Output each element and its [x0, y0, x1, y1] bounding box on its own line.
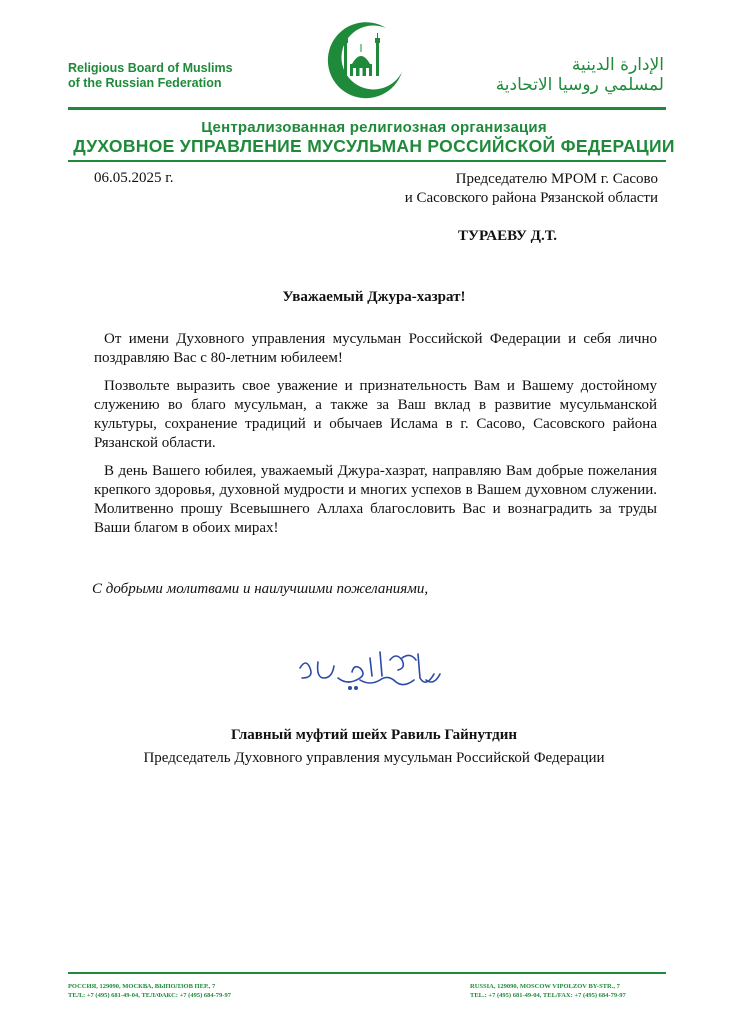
mosque-crescent-logo-icon	[326, 20, 412, 106]
footer-left-line1: РОССИЯ, 129090, МОСКВА, ВЫПОЛЗОВ ПЕР., 7	[68, 983, 216, 990]
footer-left	[68, 982, 231, 1000]
letterhead-english-line1: Religious Board of Muslims	[68, 61, 233, 75]
recipient-line1: Председателю МРОМ г. Сасово	[455, 171, 658, 187]
signer-name: Главный муфтий шейх Равиль Гайнутдин	[230, 727, 517, 743]
letter-date: 06.05.2025 г.	[94, 170, 174, 186]
letterhead-arabic	[496, 55, 664, 95]
org-subtitle: Централизованная религиозная организация	[201, 119, 547, 136]
footer-left-line2: ТЕЛ.: +7 (495) 681-49-04, ТЕЛ/ФАКС: +7 (495) 684-79-97	[68, 992, 231, 999]
footer-right-line1: RUSSIA, 129090, MOSCOW VIPOLZOV BY-STR., 7	[470, 983, 620, 990]
letterhead-divider-top	[68, 107, 666, 110]
recipient-line2: и Сасовского района Рязанской области	[404, 190, 658, 206]
letterhead-arabic-line2: لمسلمي روسيا الاتحادية	[495, 75, 664, 95]
footer-right	[470, 982, 626, 1000]
letterhead-english-line2: of the Russian Federation	[68, 76, 222, 90]
paragraph: Позвольте выразить свое уважение и признательность Вам и Вашему достойному служению во благо мусульман, а также за Ваш вклад в развитие мусульманской культуры, сохранение традиций и обычаев Ислама в г. Сасово, Сасовского района Рязанской области.	[94, 378, 657, 451]
letterhead-arabic-line1: الإدارة الدينية	[571, 55, 664, 75]
closing: С добрыми молитвами и наилучшими пожеланиями,	[92, 581, 429, 597]
addressee: ТУРАЕВУ Д.Т.	[458, 228, 557, 244]
paragraph: В день Вашего юбилея, уважаемый Джура-хазрат, направляю Вам добрые пожелания крепкого здоровья, духовной мудрости и многих успехов в Вашем духовном служении. Молитвенно прошу Всевышнего Аллаха благословить Вас и вознаградить за труды Ваши благом в обоих мирах!	[94, 463, 657, 536]
greeting: Уважаемый Джура-хазрат!	[282, 289, 466, 305]
footer-divider	[68, 972, 666, 974]
handwritten-signature	[290, 640, 450, 700]
signer-title: Председатель Духовного управления мусульман Российской Федерации	[143, 750, 605, 766]
org-name: ДУХОВНОЕ УПРАВЛЕНИЕ МУСУЛЬМАН РОССИЙСКОЙ ФЕДЕРАЦИИ	[73, 136, 675, 156]
paragraph: От имени Духовного управления мусульман Российской Федерации и себя лично поздравляю Вас с 80-летним юбилеем!	[94, 331, 657, 366]
footer-right-line2: TEL.: +7 (495) 681-49-04, TEL/FAX: +7 (495) 684-79-97	[470, 992, 626, 999]
letter-body	[94, 330, 657, 547]
recipient-block	[366, 170, 658, 208]
letterhead-divider-bottom	[68, 160, 666, 162]
letterhead-english	[68, 61, 233, 91]
